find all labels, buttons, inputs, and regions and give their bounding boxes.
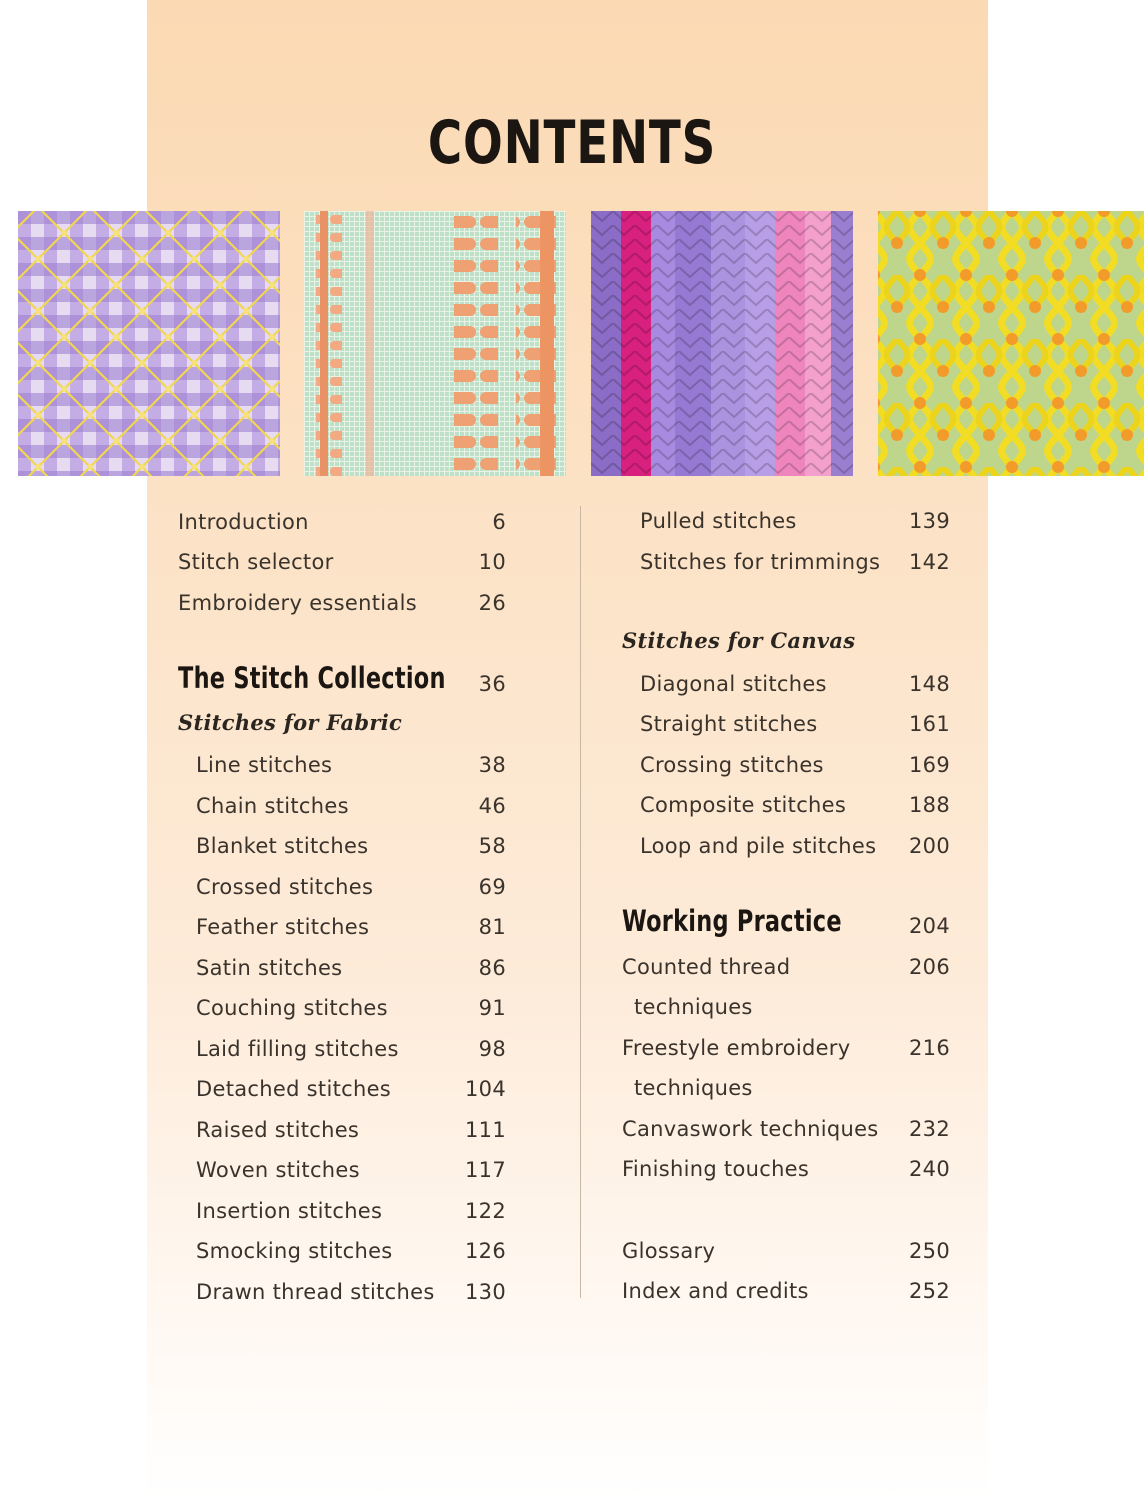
- entry-label: Glossary: [622, 1239, 716, 1263]
- toc-entry-line-stitches[interactable]: [196, 750, 506, 780]
- entry-label: Line stitches: [196, 753, 333, 777]
- subheading-stitches-for-fabric: Stitches for Fabric: [178, 710, 403, 735]
- entry-page: 188: [909, 793, 950, 817]
- entry-page: 117: [465, 1158, 506, 1182]
- toc-entry-straight-stitches[interactable]: [640, 709, 950, 739]
- toc-entry-composite-stitches[interactable]: [640, 790, 950, 820]
- entry-page: 142: [909, 550, 950, 574]
- honeycomb-swatch-icon: [878, 211, 1144, 476]
- toc-entry-insertion-stitches[interactable]: [196, 1196, 506, 1226]
- entry-label: Stitches for trimmings: [640, 550, 881, 574]
- entry-label: Introduction: [178, 510, 309, 534]
- entry-page: 161: [909, 712, 950, 736]
- entry-page: 232: [909, 1117, 950, 1141]
- entry-label-continuation: techniques: [634, 1076, 753, 1100]
- toc-entry-crossing-stitches[interactable]: [640, 750, 950, 780]
- entry-label: Finishing touches: [622, 1157, 810, 1181]
- entry-page: 240: [909, 1157, 950, 1181]
- toc-entry-feather-stitches[interactable]: [196, 912, 506, 942]
- toc-entry-introduction[interactable]: [178, 507, 506, 537]
- entry-page: 38: [478, 753, 506, 777]
- toc-entry-laid-filling-stitches[interactable]: [196, 1034, 506, 1064]
- toc-entry-counted-thread-techniques[interactable]: [622, 952, 950, 982]
- entry-page: 26: [478, 591, 506, 615]
- entry-label: Diagonal stitches: [640, 672, 827, 696]
- green-canvas-orange-loop-swatch: [304, 211, 566, 476]
- entry-page: 216: [909, 1036, 950, 1060]
- toc-entry-drawn-thread-stitches[interactable]: [196, 1277, 506, 1307]
- toc-entry-satin-stitches[interactable]: [196, 953, 506, 983]
- entry-page: 98: [478, 1037, 506, 1061]
- entry-label: Drawn thread stitches: [196, 1280, 435, 1304]
- purple-gingham-smocking-swatch: [18, 211, 280, 476]
- entry-label: Woven stitches: [196, 1158, 360, 1182]
- entry-page: 148: [909, 672, 950, 696]
- entry-label: Stitch selector: [178, 550, 334, 574]
- purple-pink-knit-stripe-swatch: [591, 211, 853, 476]
- loop-stitch-swatch-icon: [304, 211, 566, 476]
- section-heading-stitch-collection[interactable]: The Stitch Collection: [178, 661, 446, 695]
- entry-label: Embroidery essentials: [178, 591, 417, 615]
- entry-label: Pulled stitches: [640, 509, 797, 533]
- page-title: CONTENTS: [427, 108, 717, 178]
- entry-page: 6: [492, 510, 506, 534]
- entry-page: 104: [465, 1077, 506, 1101]
- entry-page: 36: [478, 672, 506, 696]
- entry-label: Crossed stitches: [196, 875, 374, 899]
- toc-entry-diagonal-stitches[interactable]: [640, 669, 950, 699]
- entry-label: Detached stitches: [196, 1077, 392, 1101]
- entry-label: Chain stitches: [196, 794, 349, 818]
- entry-label: Couching stitches: [196, 996, 388, 1020]
- entry-page: 46: [478, 794, 506, 818]
- entry-page: 252: [909, 1279, 950, 1303]
- entry-page: 204: [909, 914, 950, 938]
- toc-entry-glossary[interactable]: [622, 1236, 950, 1266]
- section-heading-working-practice[interactable]: Working Practice: [622, 904, 842, 938]
- entry-page: 139: [909, 509, 950, 533]
- entry-label: Composite stitches: [640, 793, 847, 817]
- toc-entry-detached-stitches[interactable]: [196, 1074, 506, 1104]
- entry-page: 58: [478, 834, 506, 858]
- entry-page: 206: [909, 955, 950, 979]
- entry-label: Loop and pile stitches: [640, 834, 877, 858]
- entry-label: Index and credits: [622, 1279, 809, 1303]
- entry-label: Freestyle embroidery: [622, 1036, 851, 1060]
- toc-entry-crossed-stitches[interactable]: [196, 872, 506, 902]
- entry-page: 122: [465, 1199, 506, 1223]
- entry-label: Raised stitches: [196, 1118, 360, 1142]
- smocking-swatch-icon: [18, 211, 280, 476]
- toc-entry-stitches-for-trimmings[interactable]: [640, 547, 950, 577]
- entry-label: Blanket stitches: [196, 834, 369, 858]
- entry-page: 200: [909, 834, 950, 858]
- entry-page: 10: [478, 550, 506, 574]
- toc-entry-raised-stitches[interactable]: [196, 1115, 506, 1145]
- entry-label: Insertion stitches: [196, 1199, 383, 1223]
- knit-stripe-swatch-icon: [591, 211, 853, 476]
- entry-page: 169: [909, 753, 950, 777]
- green-yellow-honeycomb-swatch: [878, 211, 1144, 476]
- entry-page: 111: [465, 1118, 506, 1142]
- column-divider: [580, 506, 581, 1298]
- entry-page: 91: [478, 996, 506, 1020]
- toc-entry-blanket-stitches[interactable]: [196, 831, 506, 861]
- subheading-stitches-for-canvas: Stitches for Canvas: [622, 628, 856, 653]
- entry-label: Laid filling stitches: [196, 1037, 399, 1061]
- entry-page: 126: [465, 1239, 506, 1263]
- entry-label: Canvaswork techniques: [622, 1117, 879, 1141]
- entry-page: 250: [909, 1239, 950, 1263]
- entry-page: 81: [478, 915, 506, 939]
- toc-entry-pulled-stitches[interactable]: [640, 506, 950, 536]
- toc-entry-finishing-touches[interactable]: [622, 1154, 950, 1184]
- toc-entry-freestyle-embroidery-techniques[interactable]: [622, 1033, 950, 1063]
- entry-label: Counted thread: [622, 955, 791, 979]
- toc-entry-stitch-selector[interactable]: [178, 547, 506, 577]
- toc-entry-embroidery-essentials[interactable]: [178, 588, 506, 618]
- entry-label: Satin stitches: [196, 956, 343, 980]
- toc-entry-chain-stitches[interactable]: [196, 791, 506, 821]
- entry-page: 86: [478, 956, 506, 980]
- toc-entry-canvaswork-techniques[interactable]: [622, 1114, 950, 1144]
- entry-label: Smocking stitches: [196, 1239, 393, 1263]
- entry-label: Feather stitches: [196, 915, 370, 939]
- entry-label: Crossing stitches: [640, 753, 824, 777]
- toc-entry-smocking-stitches[interactable]: [196, 1236, 506, 1266]
- entry-label-continuation: techniques: [634, 995, 753, 1019]
- toc-entry-index-and-credits[interactable]: [622, 1276, 950, 1306]
- toc-entry-couching-stitches[interactable]: [196, 993, 506, 1023]
- entry-label: Straight stitches: [640, 712, 818, 736]
- toc-entry-loop-and-pile-stitches[interactable]: [640, 831, 950, 861]
- entry-page: 69: [478, 875, 506, 899]
- toc-entry-woven-stitches[interactable]: [196, 1155, 506, 1185]
- entry-page: 130: [465, 1280, 506, 1304]
